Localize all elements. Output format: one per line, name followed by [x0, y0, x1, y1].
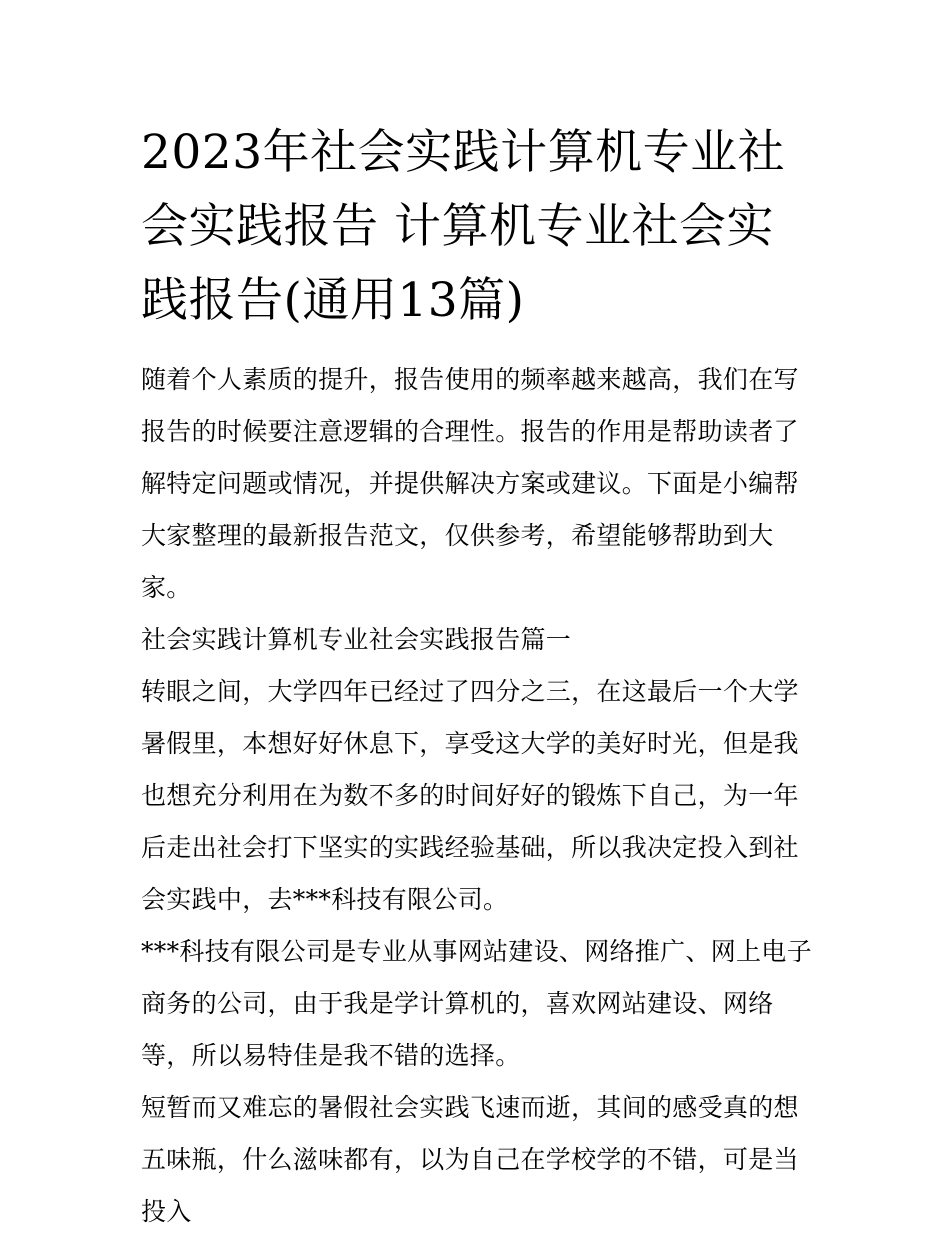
document-title: 2023年社会实践计算机专业社会实践报告 计算机专业社会实践报告(通用13篇)	[141, 125, 786, 328]
body-paragraph: 短暂而又难忘的暑假社会实践飞速而逝，其间的感受真的想五味瓶，什么滋味都有，以为自己在学校学的不错，可是当投入	[141, 1093, 799, 1226]
document-content	[141, 116, 821, 1238]
intro-paragraph: 随着个人素质的提升，报告使用的频率越来越高，我们在写报告的时候要注意逻辑的合理性。报告的作用是帮助读者了解特定问题或情况，并提供解决方案或建议。下面是小编帮大家整理的最新报告范文，仅供参考，希望能够帮助到大家。	[141, 365, 799, 602]
body-paragraph: ***科技有限公司是专业从事网站建设、网络推广、网上电子商务的公司，由于我是学计算机的，喜欢网站建设、网络等，所以易特佳是我不错的选择。	[141, 937, 812, 1070]
body-paragraph: 转眼之间，大学四年已经过了四分之三，在这最后一个大学暑假里，本想好好休息下，享受这大学的美好时光，但是我也想充分利用在为数不多的时间好好的锻炼下自己，为一年后走出社会打下坚实的实践经验基础，所以我决定投入到社会实践中，去***科技有限公司。	[141, 677, 799, 914]
document-body	[141, 354, 821, 1238]
section-heading: 社会实践计算机专业社会实践报告篇一	[141, 625, 572, 654]
